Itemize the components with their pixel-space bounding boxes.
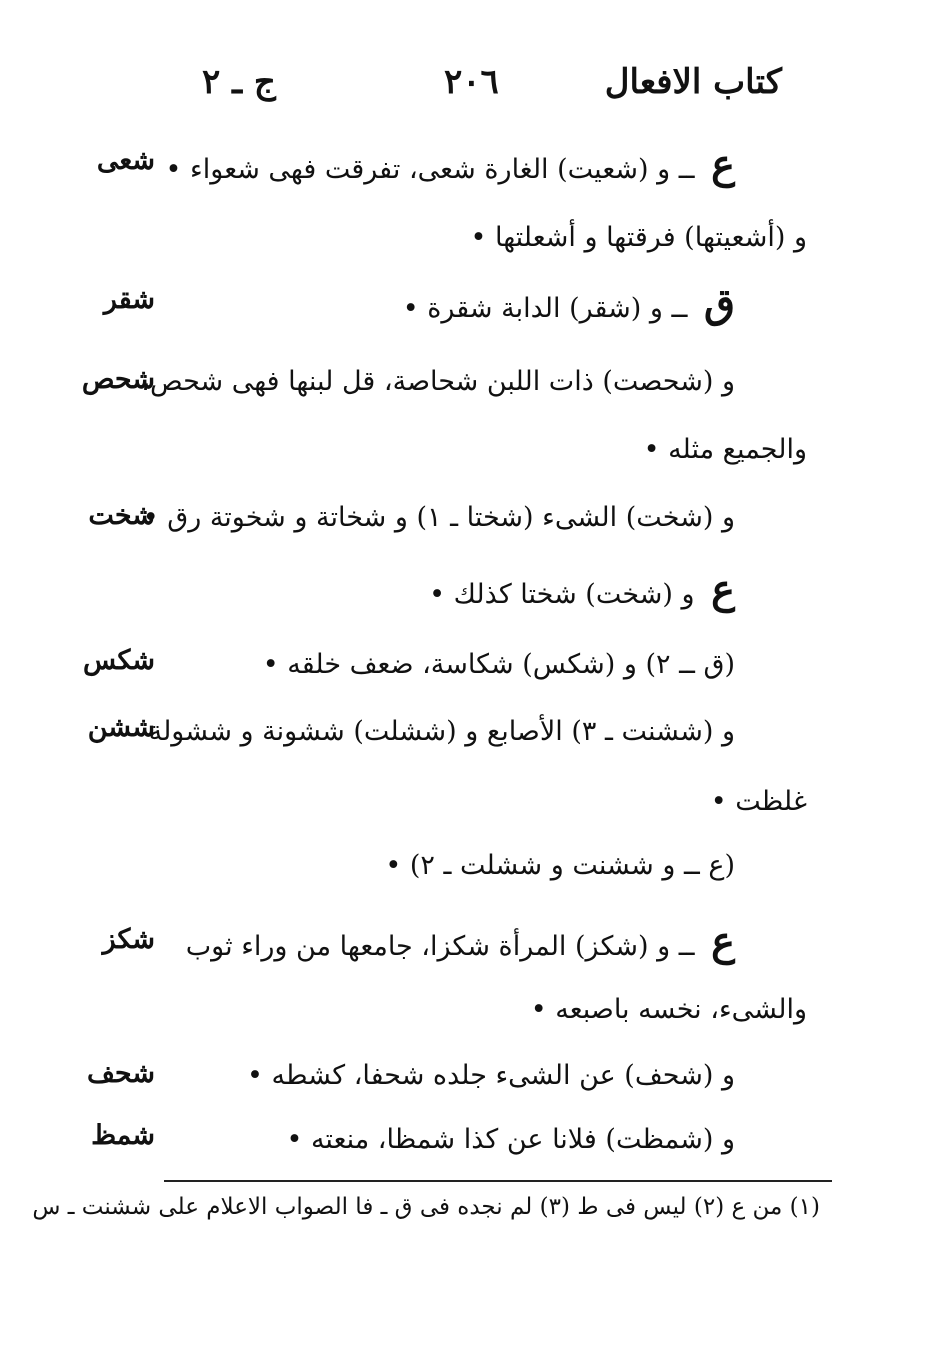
margin-root-1: شعى [96, 145, 155, 176]
line-text: (ق ــ ٢) و (شكس) شكاسة، ضعف خلقه • [262, 649, 735, 680]
text-line-6 [143, 498, 735, 538]
line-text: ــ و (شعيت) الغارة شعى، تفرقت فهى شعواء • [165, 154, 704, 185]
text-line-13 [531, 990, 807, 1030]
line-text: ــ و (شكز) المرأة شكزا، جامعها من وراء ثوب [185, 931, 704, 962]
text-line-10 [711, 782, 807, 822]
source-letter: ع [711, 141, 735, 188]
line-text: والجميع مثله • [643, 434, 807, 465]
margin-root-9: شمظ [91, 1120, 155, 1151]
volume-label: ج ـ ٢ [202, 62, 276, 102]
text-line-3 [402, 280, 735, 329]
line-text: و (شحصت) ذات اللبن شحاصة، قل لبنها فهى شحص، [141, 366, 735, 397]
margin-root-4: شخت [88, 500, 155, 531]
page-number: ٢٠٦ [444, 62, 499, 102]
line-text: (ع ــ و ششنت و ششلت ـ ٢) • [385, 850, 735, 881]
line-text: والشىء، نخسه باصبعه • [530, 994, 807, 1025]
source-letter: ق [703, 280, 735, 327]
line-text: غلظت • [710, 786, 807, 817]
line-text: و (أشعيتها) فرقتها و أشعلتها • [470, 222, 807, 253]
footnote-divider [164, 1180, 832, 1182]
margin-root-8: شحف [86, 1058, 155, 1089]
text-line-5 [644, 430, 807, 470]
margin-root-5: شكس [83, 645, 155, 676]
line-text: ــ و (شقر) الدابة شقرة • [402, 293, 696, 324]
text-line-2 [470, 218, 807, 258]
text-line-4 [141, 362, 735, 402]
line-text: و (شخت) الشىء (شختا ـ ١) و شخاتة و شخوتة رق • [142, 502, 735, 533]
book-title: كتاب الافعال [604, 62, 782, 102]
margin-root-7: شكز [102, 924, 155, 955]
line-text: و (شحف) عن الشىء جلده شحفا، كشطه • [247, 1060, 735, 1091]
margin-root-2: شقر [103, 284, 155, 315]
line-text: و (شمظت) فلانا عن كذا شمظا، منعته • [286, 1124, 735, 1155]
line-text: و (ششنت ـ ٣) الأصابع و (ششلت) ششونة و ششولة [148, 716, 735, 747]
margin-root-3: شحص [81, 364, 155, 395]
footnote: (١) من ع (٢) ليس فى ط (٣) لم نجده فى ق ـ فا الصواب الاعلام على ششنت ـ س [32, 1194, 820, 1220]
text-line-15 [286, 1120, 735, 1160]
source-letter: ع [711, 566, 735, 613]
text-line-12 [185, 918, 735, 967]
text-line-9 [149, 712, 735, 752]
text-line-14 [247, 1056, 735, 1096]
source-letter: ع [711, 918, 735, 965]
text-line-7 [429, 566, 735, 615]
text-line-1 [165, 141, 735, 190]
text-line-8 [263, 645, 735, 685]
page-header [200, 62, 800, 122]
margin-root-6: ششن [87, 712, 155, 743]
text-line-11 [385, 846, 735, 886]
line-text: و (شخت) شختا كذلك • [429, 579, 704, 610]
